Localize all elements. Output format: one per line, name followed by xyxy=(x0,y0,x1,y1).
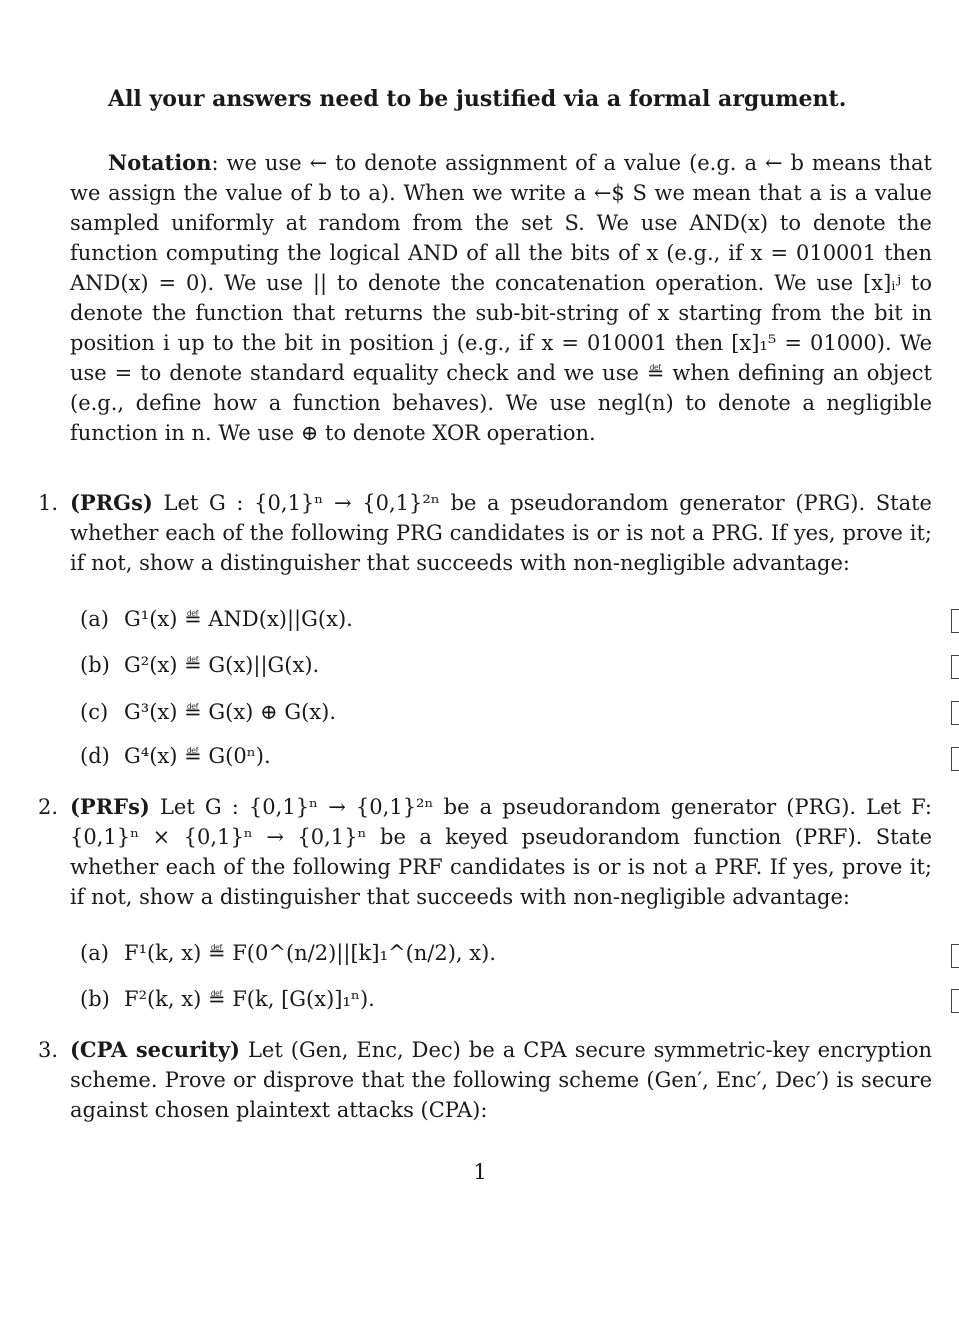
bracket-mark xyxy=(951,655,959,679)
part-expression: G³(x) ≝ G(x) ⊕ G(x). xyxy=(124,700,336,724)
part-expression: G⁴(x) ≝ G(0ⁿ). xyxy=(124,744,271,768)
bracket-mark xyxy=(951,609,959,633)
question-text: Let G : {0,1}ⁿ → {0,1}²ⁿ be a pseudorandom generator (PRG). Let F: {0,1}ⁿ × {0,1}ⁿ → {0,1}ⁿ be a keyed pseudorandom function (PRF). State whether each of the following PRF candidates is or is not a PRF. If yes, prove it; if not, show a distinguisher that succeeds with non-negligible advantage: xyxy=(70,795,932,909)
question-title: (PRGs) xyxy=(70,490,153,515)
notation-text: : we use ← to denote assignment of a value (e.g. a ← b means that we assign the value of b to a). When we write a ←$ S we mean that a is a value sampled uniformly at random from the set S. We use AND(x) to denote the function computing the logical AND of all the bits of x (e.g., if x = 010001 then AND(x) = 0). We use || to denote the concatenation operation. We use [x]ᵢʲ to denote the function that returns the sub-bit-string of x starting from the bit in position i up to the bit in position j (e.g., if x = 010001 then [x]₁⁵ = 01000). We use = to denote standard equality check and we use ≝ when defining an object (e.g., define how a function behaves). We use negl(n) to denote a negligible function in n. We use ⊕ to denote XOR operation. xyxy=(70,151,932,445)
question-1 xyxy=(38,488,932,578)
part-expression: G²(x) ≝ G(x)||G(x). xyxy=(124,653,320,677)
part-label: (c) xyxy=(80,700,109,724)
question-3 xyxy=(38,1035,932,1125)
part-label: (b) xyxy=(80,987,110,1011)
q2-part-a xyxy=(80,938,496,968)
part-label: (a) xyxy=(80,607,109,631)
intro-statement: All your answers need to be justified via a formal argument. xyxy=(108,86,847,112)
question-title: (CPA security) xyxy=(70,1037,240,1062)
question-title: (PRFs) xyxy=(70,794,150,819)
q1-part-b xyxy=(80,650,319,680)
bracket-mark xyxy=(951,747,959,771)
bracket-mark xyxy=(951,944,959,968)
q2-part-b xyxy=(80,984,375,1014)
bracket-mark xyxy=(951,989,959,1013)
question-number: 1. xyxy=(38,491,59,515)
part-label: (a) xyxy=(80,941,109,965)
part-expression: G¹(x) ≝ AND(x)||G(x). xyxy=(124,607,353,631)
question-text: Let G : {0,1}ⁿ → {0,1}²ⁿ be a pseudorandom generator (PRG). State whether each of the following PRG candidates is or is not a PRG. If yes, prove it; if not, show a distinguisher that succeeds with non-negligible advantage: xyxy=(70,491,932,575)
part-expression: F¹(k, x) ≝ F(0^(n/2)||[k]₁^(n/2), x). xyxy=(124,941,496,965)
question-2 xyxy=(38,792,932,912)
part-expression: F²(k, x) ≝ F(k, [G(x)]₁ⁿ). xyxy=(124,987,375,1011)
question-number: 2. xyxy=(38,795,59,819)
notation-label: Notation xyxy=(108,150,212,175)
notation-paragraph xyxy=(70,148,932,448)
q1-part-d xyxy=(80,741,271,771)
bracket-mark xyxy=(951,701,959,725)
question-text: Let (Gen, Enc, Dec) be a CPA secure symmetric-key encryption scheme. Prove or disprove that the following scheme (Gen′, Enc′, Dec′) is secure against chosen plaintext attacks (CPA): xyxy=(70,1038,932,1122)
question-number: 3. xyxy=(38,1038,59,1062)
question-body xyxy=(70,1035,932,1125)
part-label: (b) xyxy=(80,653,110,677)
question-body xyxy=(70,488,932,578)
q1-part-c xyxy=(80,697,336,727)
q1-part-a xyxy=(80,604,353,634)
page-number: 1 xyxy=(473,1160,487,1184)
part-label: (d) xyxy=(80,744,110,768)
question-body xyxy=(70,792,932,912)
